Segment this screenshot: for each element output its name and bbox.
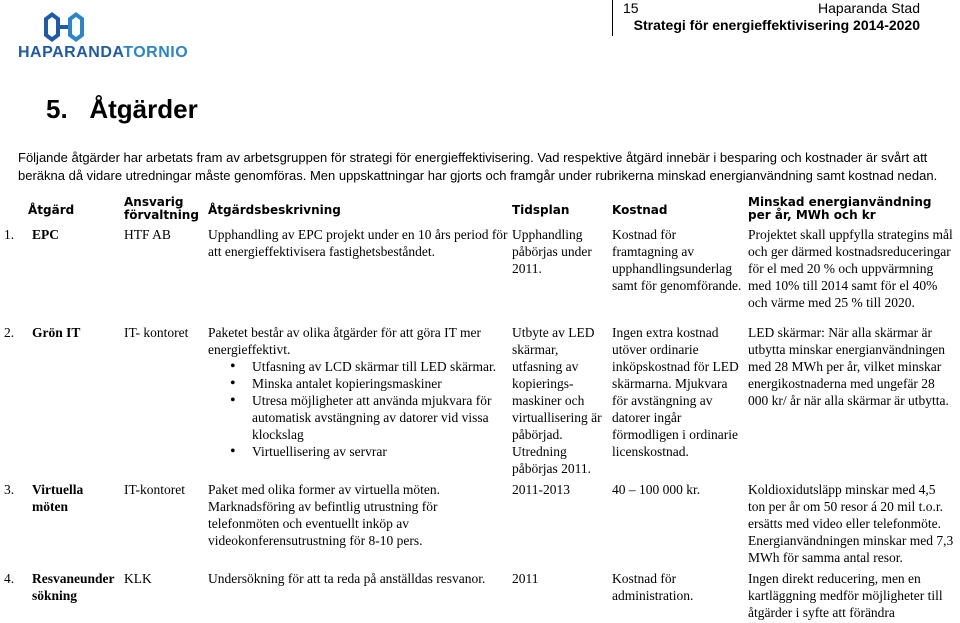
- kostnad-cell: Kostnad för administration.: [612, 571, 694, 603]
- kostnad-cell: 40 – 100 000 kr.: [612, 482, 701, 497]
- haparanda-tornio-logo: [18, 8, 218, 61]
- atgard-cell: 1. EPC: [4, 227, 59, 242]
- col-header-atgard: Åtgärd: [28, 203, 75, 217]
- table-row: [2, 322, 956, 479]
- tidsplan-cell: 2011: [512, 571, 539, 586]
- minskad-cell: LED skärmar: När alla skärmar är utbytta minskar energianvändningen med 28 MWh per år, vilket minskar energikostnaderna med ungefär 28 000 kr/ år när alla skärmar är utbytta.: [748, 325, 949, 408]
- logo-wordmark: HAPARANDATORNIO: [18, 44, 189, 61]
- minskad-cell: Koldioxidutsläpp minskar med 4,5 ton per år om 50 resor á 20 mil t.o.r. ersätts med video eller telefonmöte. Energianvändningen minskar med 7,3 MWh för samma antal resor.: [748, 482, 954, 565]
- list-item: • Utfasning av LCD skärmar till LED skärmar.: [252, 358, 508, 375]
- atgard-cell: 2. Grön IT: [4, 325, 81, 340]
- ansvarig-cell: IT-kontoret: [124, 482, 185, 497]
- intro-paragraph: Följande åtgärder har arbetats fram av arbetsgruppen för strategi för energieffektivisering. Vad respektive åtgärd innebär i besparing och kostnader är svårt att beräkna då vidare utredningar måste genomföras. Men uppskattningar har gjorts och framgår under rubrikerna minskad energianvändning samt kostnad nedan.: [18, 150, 938, 183]
- col-header-kostnad: Kostnad: [612, 203, 668, 217]
- minskad-cell: Ingen direkt reducering, men en kartläggning medför möjligheter till åtgärder i syfte att förändra: [748, 571, 943, 620]
- list-item: • Utresa möjligheter att använda mjukvara för automatisk avstängning av datorer vid vissa klockslag: [252, 392, 508, 443]
- col-header-tidsplan: Tidsplan: [512, 203, 570, 217]
- table-row: [2, 479, 956, 568]
- table-row: [2, 568, 956, 623]
- running-header: [634, 0, 920, 34]
- beskrivning-cell: Undersökning för att ta reda på anställdas resvanor.: [208, 571, 486, 586]
- kostnad-cell: Ingen extra kostnad utöver ordinarie inköpskostnad för LED skärmarna. Mjukvara för avstängning av datorer ingår förmodligen i ordinarie licenskostnad.: [612, 325, 739, 459]
- section-heading: 5. Åtgärder: [46, 94, 198, 124]
- list-item: • Minska antalet kopieringsmaskiner: [252, 375, 508, 392]
- atgard-cell: 3. Virtuella möten: [4, 482, 84, 514]
- tidsplan-cell: Upphandling påbörjas under 2011.: [512, 227, 592, 276]
- logo-emblem-icon: [18, 8, 218, 48]
- col-header-ansvarig: Ansvarig förvaltning: [124, 195, 199, 222]
- col-header-beskrivning: Åtgärdsbeskrivning: [208, 203, 341, 217]
- tidsplan-cell: Utbyte av LED skärmar, utfasning av kopierings-maskiner och virtuallisering är påbörjad. Utredning påbörjas 2011.: [512, 325, 602, 476]
- table-header-row: [2, 194, 956, 224]
- measures-list: [208, 358, 508, 460]
- list-item: • Virtuellisering av servrar: [252, 443, 508, 460]
- ansvarig-cell: KLK: [124, 571, 152, 586]
- beskrivning-cell: Upphandling av EPC projekt under en 10 års period för att energieffektivisera fastighetsbeståndet.: [208, 227, 508, 259]
- kostnad-cell: Kostnad för framtagning av upphandlingsunderlag samt för genomförande.: [612, 227, 742, 293]
- page-number: 15: [612, 0, 647, 36]
- minskad-cell: Projektet skall uppfylla strategins mål och ger därmed kostnadsreduceringar för el med 20 % och uppvärmning med 10% till 2014 samt för el 40% och värme med 25 % till 2020.: [748, 227, 953, 310]
- tidsplan-cell: 2011-2013: [512, 482, 570, 497]
- beskrivning-cell: Paket med olika former av virtuella möten. Marknadsföring av befintlig utrustning för telefonmöten och eventuellt inköp av videokonferensutrustning för 8-10 pers.: [208, 482, 441, 548]
- col-header-minskad: Minskad energianvändning per år, MWh och kr: [748, 195, 932, 222]
- table-row: [2, 224, 956, 322]
- organization-name: Haparanda Stad: [818, 0, 920, 16]
- atgard-cell: 4. Resvaneunder sökning: [4, 571, 115, 603]
- beskrivning-cell: Paketet består av olika åtgärder för att göra IT mer energieffektivt. • Utfasning av LCD skärmar till LED skärmar. • Minska antalet kopieringsmaskiner • Utresa möjligheter att använda mjukvara för automatisk avstängning av datorer vid vissa klockslag • Virtuellisering av servrar: [206, 322, 510, 479]
- document-title: Strategi för energieffektivisering 2014-2020: [633, 17, 920, 33]
- ansvarig-cell: IT- kontoret: [124, 325, 189, 340]
- actions-table: [2, 194, 956, 623]
- ansvarig-cell: HTF AB: [124, 227, 171, 242]
